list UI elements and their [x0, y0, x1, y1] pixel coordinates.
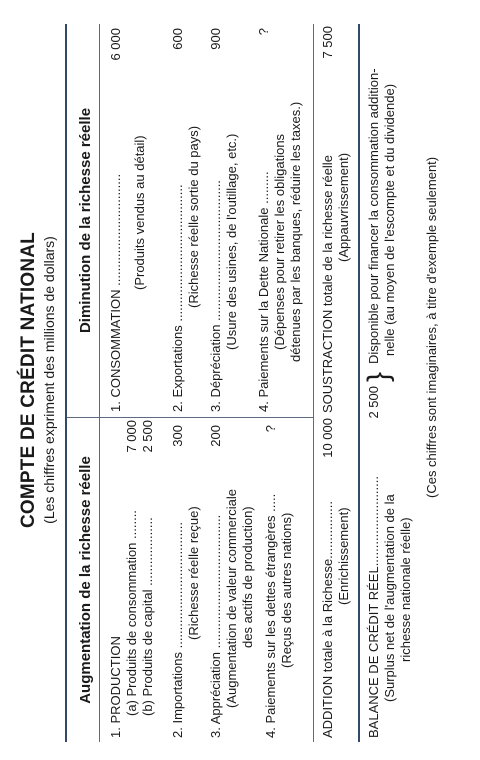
left-item-note: des actifs de production): [240, 506, 255, 648]
left-item-label: 4. Paiements sur les dettes étrangères .....: [263, 493, 278, 738]
left-item-value: 300: [170, 425, 185, 447]
right-item-value: 6 000: [108, 28, 123, 61]
right-item-value: 900: [208, 28, 223, 50]
right-item-note: (Produits vendus au détail): [132, 135, 147, 290]
balance-note: richesse nationale réelle): [398, 517, 413, 662]
left-item-label: 2. Importations ...................................: [170, 521, 185, 738]
balance-comment: nelle (au moyen de l'escompte et du dividende): [382, 83, 397, 356]
left-subitem-value: 7 000: [124, 420, 139, 453]
balance-value: 2 500: [366, 386, 381, 419]
right-item-note: (Dépenses pour retirer les obligations: [272, 133, 287, 350]
left-item-label: 3. Appréciation .....................................: [208, 514, 223, 738]
heading-rule: [99, 24, 100, 742]
right-item-value: ?: [256, 28, 271, 36]
left-column-heading: Augmentation de la richesse réelle: [77, 456, 94, 704]
left-item-value: ?: [263, 425, 278, 433]
brace-icon: }: [362, 371, 395, 382]
right-item-note: (Richesse réelle sortie du pays): [186, 125, 201, 308]
left-total-note: (Enrichissement): [336, 507, 351, 605]
left-item-label: 1. PRODUCTION: [108, 636, 123, 738]
right-item-label: 3. Dépréciation .......................................: [208, 180, 223, 412]
left-item-note: (Augmentation de valeur commerciale: [224, 489, 239, 708]
balance-label: BALANCE DE CRÉDIT RÉEL.........................: [366, 476, 381, 738]
balance-note: (Surplus net de l'augmentation de la: [382, 494, 397, 702]
left-item-note: (Richesse réelle reçue): [186, 506, 201, 640]
left-total-value: 10 000: [320, 418, 335, 458]
right-total-label: SOUSTRACTION totale de la richesse réelle: [320, 155, 335, 413]
totals-rule: [313, 24, 314, 742]
right-item-label: 1. CONSOMMATION ...............................: [108, 173, 123, 412]
right-item-note: détenues par les banques, réduire les taxes.): [288, 101, 303, 362]
right-item-label: 4. Paiements sur la Dette Nationale .........: [256, 171, 271, 412]
balance-comment: Disponible pour financer la consommation addition-: [366, 68, 381, 364]
document-title: COMPTE DE CRÉDIT NATIONAL: [18, 232, 39, 528]
right-column-heading: Diminution de la richesse réelle: [77, 107, 94, 334]
top-rule: [65, 24, 67, 742]
right-item-label: 2. Exportations ......................................: [170, 184, 185, 412]
footnote: (Ces chiffres sont imaginaires, à titre d'exemple seulement): [424, 156, 439, 498]
right-total-note: (Appauvrissement): [336, 152, 351, 262]
left-subitem-label: (a) Produits de consommation ........: [124, 510, 139, 716]
balance-rule: [358, 24, 360, 742]
left-item-note: (Reçus des autres nations): [279, 512, 294, 668]
left-subitem-value: 2 500: [140, 420, 155, 453]
left-item-value: 200: [208, 425, 223, 447]
document-subtitle: (Les chiffres expriment des millions de dollars): [41, 236, 57, 524]
column-divider: [67, 417, 314, 418]
right-item-note: (Usure des usines, de l'outillage, etc.): [224, 133, 239, 350]
right-total-value: 7 500: [320, 26, 335, 59]
left-total-label: ADDITION totale à la Richesse................: [320, 501, 335, 738]
left-subitem-label: (b) Produits de capital ...................: [140, 517, 155, 716]
right-item-value: 600: [170, 28, 185, 50]
